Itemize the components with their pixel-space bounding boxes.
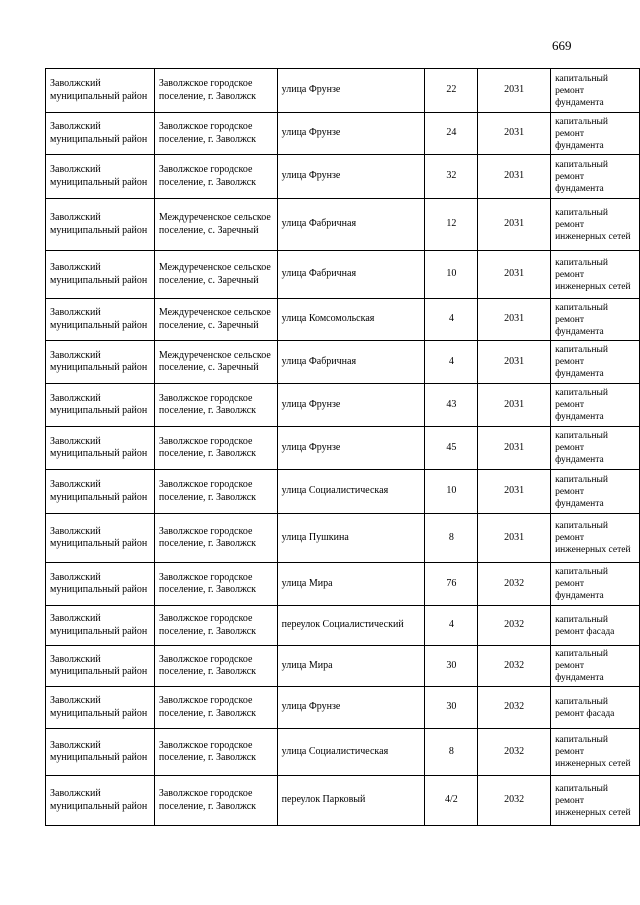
table-row [46, 113, 640, 155]
work-type-cell: капитальный ремонт инженерных сетей [551, 514, 640, 563]
work-type-cell: капитальный ремонт фундамента [551, 470, 640, 514]
street-cell: улица Фрунзе [277, 427, 425, 470]
table-row [46, 729, 640, 776]
table-row [46, 199, 640, 251]
settlement-cell: Заволжское городское поселение, г. Заволжск [154, 69, 277, 113]
house-number-cell: 43 [425, 384, 478, 427]
table-row [46, 563, 640, 606]
settlement-cell: Заволжское городское поселение, г. Заволжск [154, 606, 277, 646]
house-number-cell: 10 [425, 470, 478, 514]
table-row [46, 646, 640, 687]
street-cell: улица Фабричная [277, 251, 425, 299]
settlement-cell: Междуреченское сельское поселение, с. Заречный [154, 199, 277, 251]
year-cell: 2032 [478, 687, 551, 729]
house-number-cell: 22 [425, 69, 478, 113]
work-type-cell: капитальный ремонт инженерных сетей [551, 199, 640, 251]
work-type-cell: капитальный ремонт фундамента [551, 341, 640, 384]
street-cell: улица Фрунзе [277, 113, 425, 155]
year-cell: 2031 [478, 113, 551, 155]
settlement-cell: Заволжское городское поселение, г. Заволжск [154, 427, 277, 470]
street-cell: улица Фабричная [277, 341, 425, 384]
year-cell: 2031 [478, 251, 551, 299]
street-cell: улица Пушкина [277, 514, 425, 563]
street-cell: улица Социалистическая [277, 470, 425, 514]
table-row [46, 687, 640, 729]
year-cell: 2031 [478, 341, 551, 384]
work-type-cell: капитальный ремонт фасада [551, 687, 640, 729]
district-cell: Заволжский муниципальный район [46, 113, 155, 155]
street-cell: переулок Социалистический [277, 606, 425, 646]
work-type-cell: капитальный ремонт фундамента [551, 563, 640, 606]
district-cell: Заволжский муниципальный район [46, 646, 155, 687]
settlement-cell: Заволжское городское поселение, г. Заволжск [154, 514, 277, 563]
street-cell: улица Фрунзе [277, 69, 425, 113]
house-number-cell: 10 [425, 251, 478, 299]
year-cell: 2032 [478, 729, 551, 776]
district-cell: Заволжский муниципальный район [46, 776, 155, 826]
work-type-cell: капитальный ремонт фундамента [551, 155, 640, 199]
street-cell: улица Комсомольская [277, 299, 425, 341]
settlement-cell: Заволжское городское поселение, г. Заволжск [154, 687, 277, 729]
work-type-cell: капитальный ремонт фундамента [551, 69, 640, 113]
house-number-cell: 4/2 [425, 776, 478, 826]
house-number-cell: 76 [425, 563, 478, 606]
district-cell: Заволжский муниципальный район [46, 687, 155, 729]
repair-schedule-table [45, 68, 640, 826]
settlement-cell: Заволжское городское поселение, г. Заволжск [154, 776, 277, 826]
street-cell: улица Фрунзе [277, 384, 425, 427]
table-row [46, 776, 640, 826]
house-number-cell: 4 [425, 341, 478, 384]
table-row [46, 299, 640, 341]
settlement-cell: Заволжское городское поселение, г. Заволжск [154, 729, 277, 776]
table-row [46, 155, 640, 199]
work-type-cell: капитальный ремонт инженерных сетей [551, 251, 640, 299]
year-cell: 2031 [478, 514, 551, 563]
district-cell: Заволжский муниципальный район [46, 384, 155, 427]
work-type-cell: капитальный ремонт инженерных сетей [551, 729, 640, 776]
street-cell: улица Мира [277, 646, 425, 687]
district-cell: Заволжский муниципальный район [46, 470, 155, 514]
district-cell: Заволжский муниципальный район [46, 427, 155, 470]
settlement-cell: Заволжское городское поселение, г. Заволжск [154, 384, 277, 427]
district-cell: Заволжский муниципальный район [46, 69, 155, 113]
house-number-cell: 12 [425, 199, 478, 251]
settlement-cell: Заволжское городское поселение, г. Заволжск [154, 646, 277, 687]
year-cell: 2032 [478, 606, 551, 646]
settlement-cell: Заволжское городское поселение, г. Заволжск [154, 155, 277, 199]
settlement-cell: Заволжское городское поселение, г. Заволжск [154, 113, 277, 155]
district-cell: Заволжский муниципальный район [46, 251, 155, 299]
street-cell: улица Фрунзе [277, 155, 425, 199]
table-row [46, 470, 640, 514]
work-type-cell: капитальный ремонт инженерных сетей [551, 776, 640, 826]
year-cell: 2031 [478, 384, 551, 427]
work-type-cell: капитальный ремонт фундамента [551, 646, 640, 687]
settlement-cell: Междуреченское сельское поселение, с. Заречный [154, 341, 277, 384]
year-cell: 2031 [478, 155, 551, 199]
district-cell: Заволжский муниципальный район [46, 563, 155, 606]
year-cell: 2031 [478, 69, 551, 113]
district-cell: Заволжский муниципальный район [46, 299, 155, 341]
year-cell: 2031 [478, 470, 551, 514]
district-cell: Заволжский муниципальный район [46, 199, 155, 251]
year-cell: 2032 [478, 646, 551, 687]
house-number-cell: 8 [425, 729, 478, 776]
table-row [46, 341, 640, 384]
work-type-cell: капитальный ремонт фундамента [551, 427, 640, 470]
street-cell: переулок Парковый [277, 776, 425, 826]
house-number-cell: 30 [425, 646, 478, 687]
settlement-cell: Заволжское городское поселение, г. Заволжск [154, 470, 277, 514]
district-cell: Заволжский муниципальный район [46, 341, 155, 384]
table-row [46, 606, 640, 646]
work-type-cell: капитальный ремонт фундамента [551, 384, 640, 427]
table-row [46, 427, 640, 470]
table-row [46, 384, 640, 427]
district-cell: Заволжский муниципальный район [46, 155, 155, 199]
house-number-cell: 45 [425, 427, 478, 470]
house-number-cell: 32 [425, 155, 478, 199]
street-cell: улица Мира [277, 563, 425, 606]
house-number-cell: 24 [425, 113, 478, 155]
house-number-cell: 30 [425, 687, 478, 729]
settlement-cell: Заволжское городское поселение, г. Заволжск [154, 563, 277, 606]
house-number-cell: 8 [425, 514, 478, 563]
district-cell: Заволжский муниципальный район [46, 606, 155, 646]
year-cell: 2032 [478, 563, 551, 606]
street-cell: улица Социалистическая [277, 729, 425, 776]
page-number: 669 [552, 38, 572, 53]
work-type-cell: капитальный ремонт фундамента [551, 113, 640, 155]
year-cell: 2032 [478, 776, 551, 826]
year-cell: 2031 [478, 299, 551, 341]
street-cell: улица Фабричная [277, 199, 425, 251]
district-cell: Заволжский муниципальный район [46, 729, 155, 776]
work-type-cell: капитальный ремонт фасада [551, 606, 640, 646]
work-type-cell: капитальный ремонт фундамента [551, 299, 640, 341]
house-number-cell: 4 [425, 606, 478, 646]
table-row [46, 514, 640, 563]
table-row [46, 69, 640, 113]
house-number-cell: 4 [425, 299, 478, 341]
year-cell: 2031 [478, 427, 551, 470]
settlement-cell: Междуреченское сельское поселение, с. Заречный [154, 299, 277, 341]
year-cell: 2031 [478, 199, 551, 251]
street-cell: улица Фрунзе [277, 687, 425, 729]
district-cell: Заволжский муниципальный район [46, 514, 155, 563]
settlement-cell: Междуреченское сельское поселение, с. Заречный [154, 251, 277, 299]
table-row [46, 251, 640, 299]
